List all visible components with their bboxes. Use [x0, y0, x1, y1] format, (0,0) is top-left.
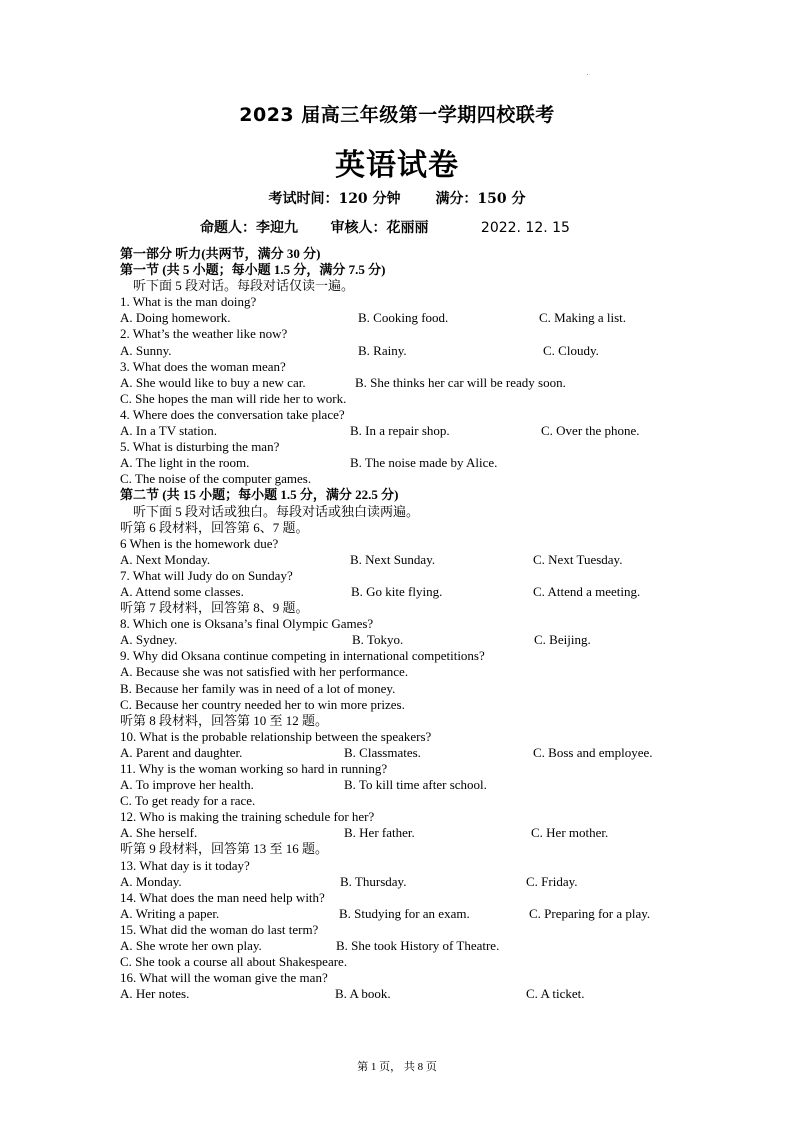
option-row — [120, 825, 680, 841]
material-note: 听第 9 段材料，回答第 13 至 16 题。 — [120, 841, 329, 857]
option-b: B. In a repair shop. — [350, 423, 450, 439]
full-score: 满分：150 分 — [435, 191, 526, 207]
option-a: A. She herself. — [120, 825, 198, 841]
exam-meta — [0, 188, 794, 208]
option-row — [120, 552, 680, 568]
option-c: C. Preparing for a play. — [529, 905, 651, 921]
option-a: A. Next Monday. — [120, 551, 211, 567]
option-b: B. A book. — [335, 986, 391, 1002]
option-row — [120, 423, 680, 439]
option-c: C. A ticket. — [526, 986, 585, 1002]
question-text: 10. What is the probable relationship between the speakers? — [120, 728, 432, 744]
option-c: C. Next Tuesday. — [533, 551, 623, 567]
option-row — [120, 455, 680, 471]
option-b: B. Cooking food. — [358, 310, 449, 326]
option-a: A. In a TV station. — [120, 423, 218, 439]
question-text: 12. Who is making the training schedule for her? — [120, 809, 375, 825]
option-b: B. Thursday. — [340, 873, 407, 889]
question-text: 2. What’s the weather like now? — [120, 326, 288, 342]
question-text: 4. Where does the conversation take place? — [120, 406, 345, 422]
subject-title: 英语试卷 — [335, 148, 459, 183]
option-b: B. She thinks her car will be ready soon. — [355, 374, 566, 390]
option-a: A. Doing homework. — [120, 310, 231, 326]
option-c: C. She took a course all about Shakespeare. — [120, 954, 348, 970]
option-a: A. She wrote her own play. — [120, 938, 262, 954]
option-b: B. Go kite flying. — [351, 583, 443, 599]
instruction: 听下面 5 段对话或独白。每段对话或独白读两遍。 — [133, 503, 420, 519]
option-row — [120, 874, 680, 890]
reviewer: 审核人：花丽丽 — [330, 220, 429, 236]
option-b: B. Tokyo. — [352, 632, 404, 648]
option-b: B. She took History of Theatre. — [336, 938, 500, 954]
option-b: B. Classmates. — [344, 744, 421, 760]
option-a: A. Sunny. — [120, 342, 172, 358]
question-text: 15. What did the woman do last term? — [120, 921, 319, 937]
part-heading: 第一部分 听力(共两节，满分 30 分) — [120, 246, 321, 261]
section-heading: 第一节 (共 5 小题；每小题 1.5 分，满分 7.5 分) — [120, 262, 386, 278]
option-a: A. Parent and daughter. — [120, 744, 243, 760]
option-b: B. To kill time after school. — [344, 777, 487, 793]
exam-title: 2023 届高三年级第一学期四校联考 — [239, 104, 555, 126]
option-b: B. Her father. — [344, 825, 415, 841]
material-note: 听第 6 段材料，回答第 6、7 题。 — [120, 519, 309, 535]
option-row — [120, 906, 680, 922]
option-a: A. Because she was not satisfied with her performance. — [120, 664, 409, 680]
option-a: A. Attend some classes. — [120, 583, 244, 599]
option-b: B. Because her family was in need of a lot of money. — [120, 680, 396, 696]
option-row — [120, 343, 680, 359]
option-row — [120, 375, 680, 391]
option-a: A. The light in the room. — [120, 455, 250, 471]
option-row — [120, 938, 680, 954]
option-row — [120, 584, 680, 600]
material-note: 听第 8 段材料，回答第 10 至 12 题。 — [120, 712, 329, 728]
option-c: C. Boss and employee. — [533, 744, 653, 760]
exam-authors — [200, 217, 700, 237]
question-text: 8. Which one is Oksana’s final Olympic Games? — [120, 616, 374, 632]
question-text: 11. Why is the woman working so hard in running? — [120, 761, 388, 776]
exam-body — [120, 246, 680, 1002]
option-c: C. Attend a meeting. — [533, 583, 641, 599]
question-text: 6 When is the homework due? — [120, 535, 279, 551]
option-a: A. Writing a paper. — [120, 905, 220, 921]
question-text: 16. What will the woman give the man? — [120, 970, 328, 986]
question-text: 9. Why did Oksana continue competing in international competitions? — [120, 648, 485, 664]
option-c: C. The noise of the computer games. — [120, 471, 312, 487]
exam-time: 考试时间：120 分钟 — [268, 191, 401, 207]
option-row — [120, 986, 680, 1002]
option-c: C. To get ready for a race. — [120, 793, 256, 809]
option-b: B. Next Sunday. — [350, 551, 436, 567]
question-text: 5. What is disturbing the man? — [120, 439, 280, 455]
option-b: B. Rainy. — [358, 342, 407, 358]
option-a: A. To improve her health. — [120, 777, 254, 793]
option-row — [120, 632, 680, 648]
exam-date: 2022. 12. 15 — [480, 220, 570, 236]
option-row — [120, 310, 680, 326]
option-a: A. Monday. — [120, 873, 182, 889]
page-number: 第 1 页， 共 8 页 — [357, 1061, 437, 1073]
material-note: 听第 7 段材料，回答第 8、9 题。 — [120, 600, 309, 616]
question-text: 3. What does the woman mean? — [120, 358, 286, 374]
option-a: A. Her notes. — [120, 986, 190, 1002]
option-c: C. Because her country needed her to win more prizes. — [120, 696, 405, 712]
option-a: A. Sydney. — [120, 632, 178, 648]
question-text: 14. What does the man need help with? — [120, 889, 325, 905]
option-c: C. Beijing. — [534, 632, 591, 648]
question-text: 7. What will Judy do on Sunday? — [120, 567, 293, 583]
question-text: 13. What day is it today? — [120, 857, 250, 873]
option-c: C. Over the phone. — [541, 423, 640, 439]
option-c: C. She hopes the man will ride her to work. — [120, 390, 347, 406]
option-c: C. Cloudy. — [543, 342, 599, 358]
instruction: 听下面 5 段对话。每段对话仅读一遍。 — [133, 278, 355, 294]
option-b: B. The noise made by Alice. — [350, 455, 498, 471]
scan-speck — [587, 74, 588, 75]
option-b: B. Studying for an exam. — [339, 905, 470, 921]
option-c: C. Friday. — [526, 873, 578, 889]
option-row — [120, 777, 680, 793]
option-c: C. Making a list. — [539, 310, 627, 326]
option-a: A. She would like to buy a new car. — [120, 374, 306, 390]
setter: 命题人：李迎九 — [200, 220, 298, 236]
option-c: C. Her mother. — [531, 825, 609, 841]
question-text: 1. What is the man doing? — [120, 294, 257, 310]
option-row — [120, 745, 680, 761]
section-heading: 第二节 (共 15 小题；每小题 1.5 分，满分 22.5 分) — [120, 487, 399, 503]
